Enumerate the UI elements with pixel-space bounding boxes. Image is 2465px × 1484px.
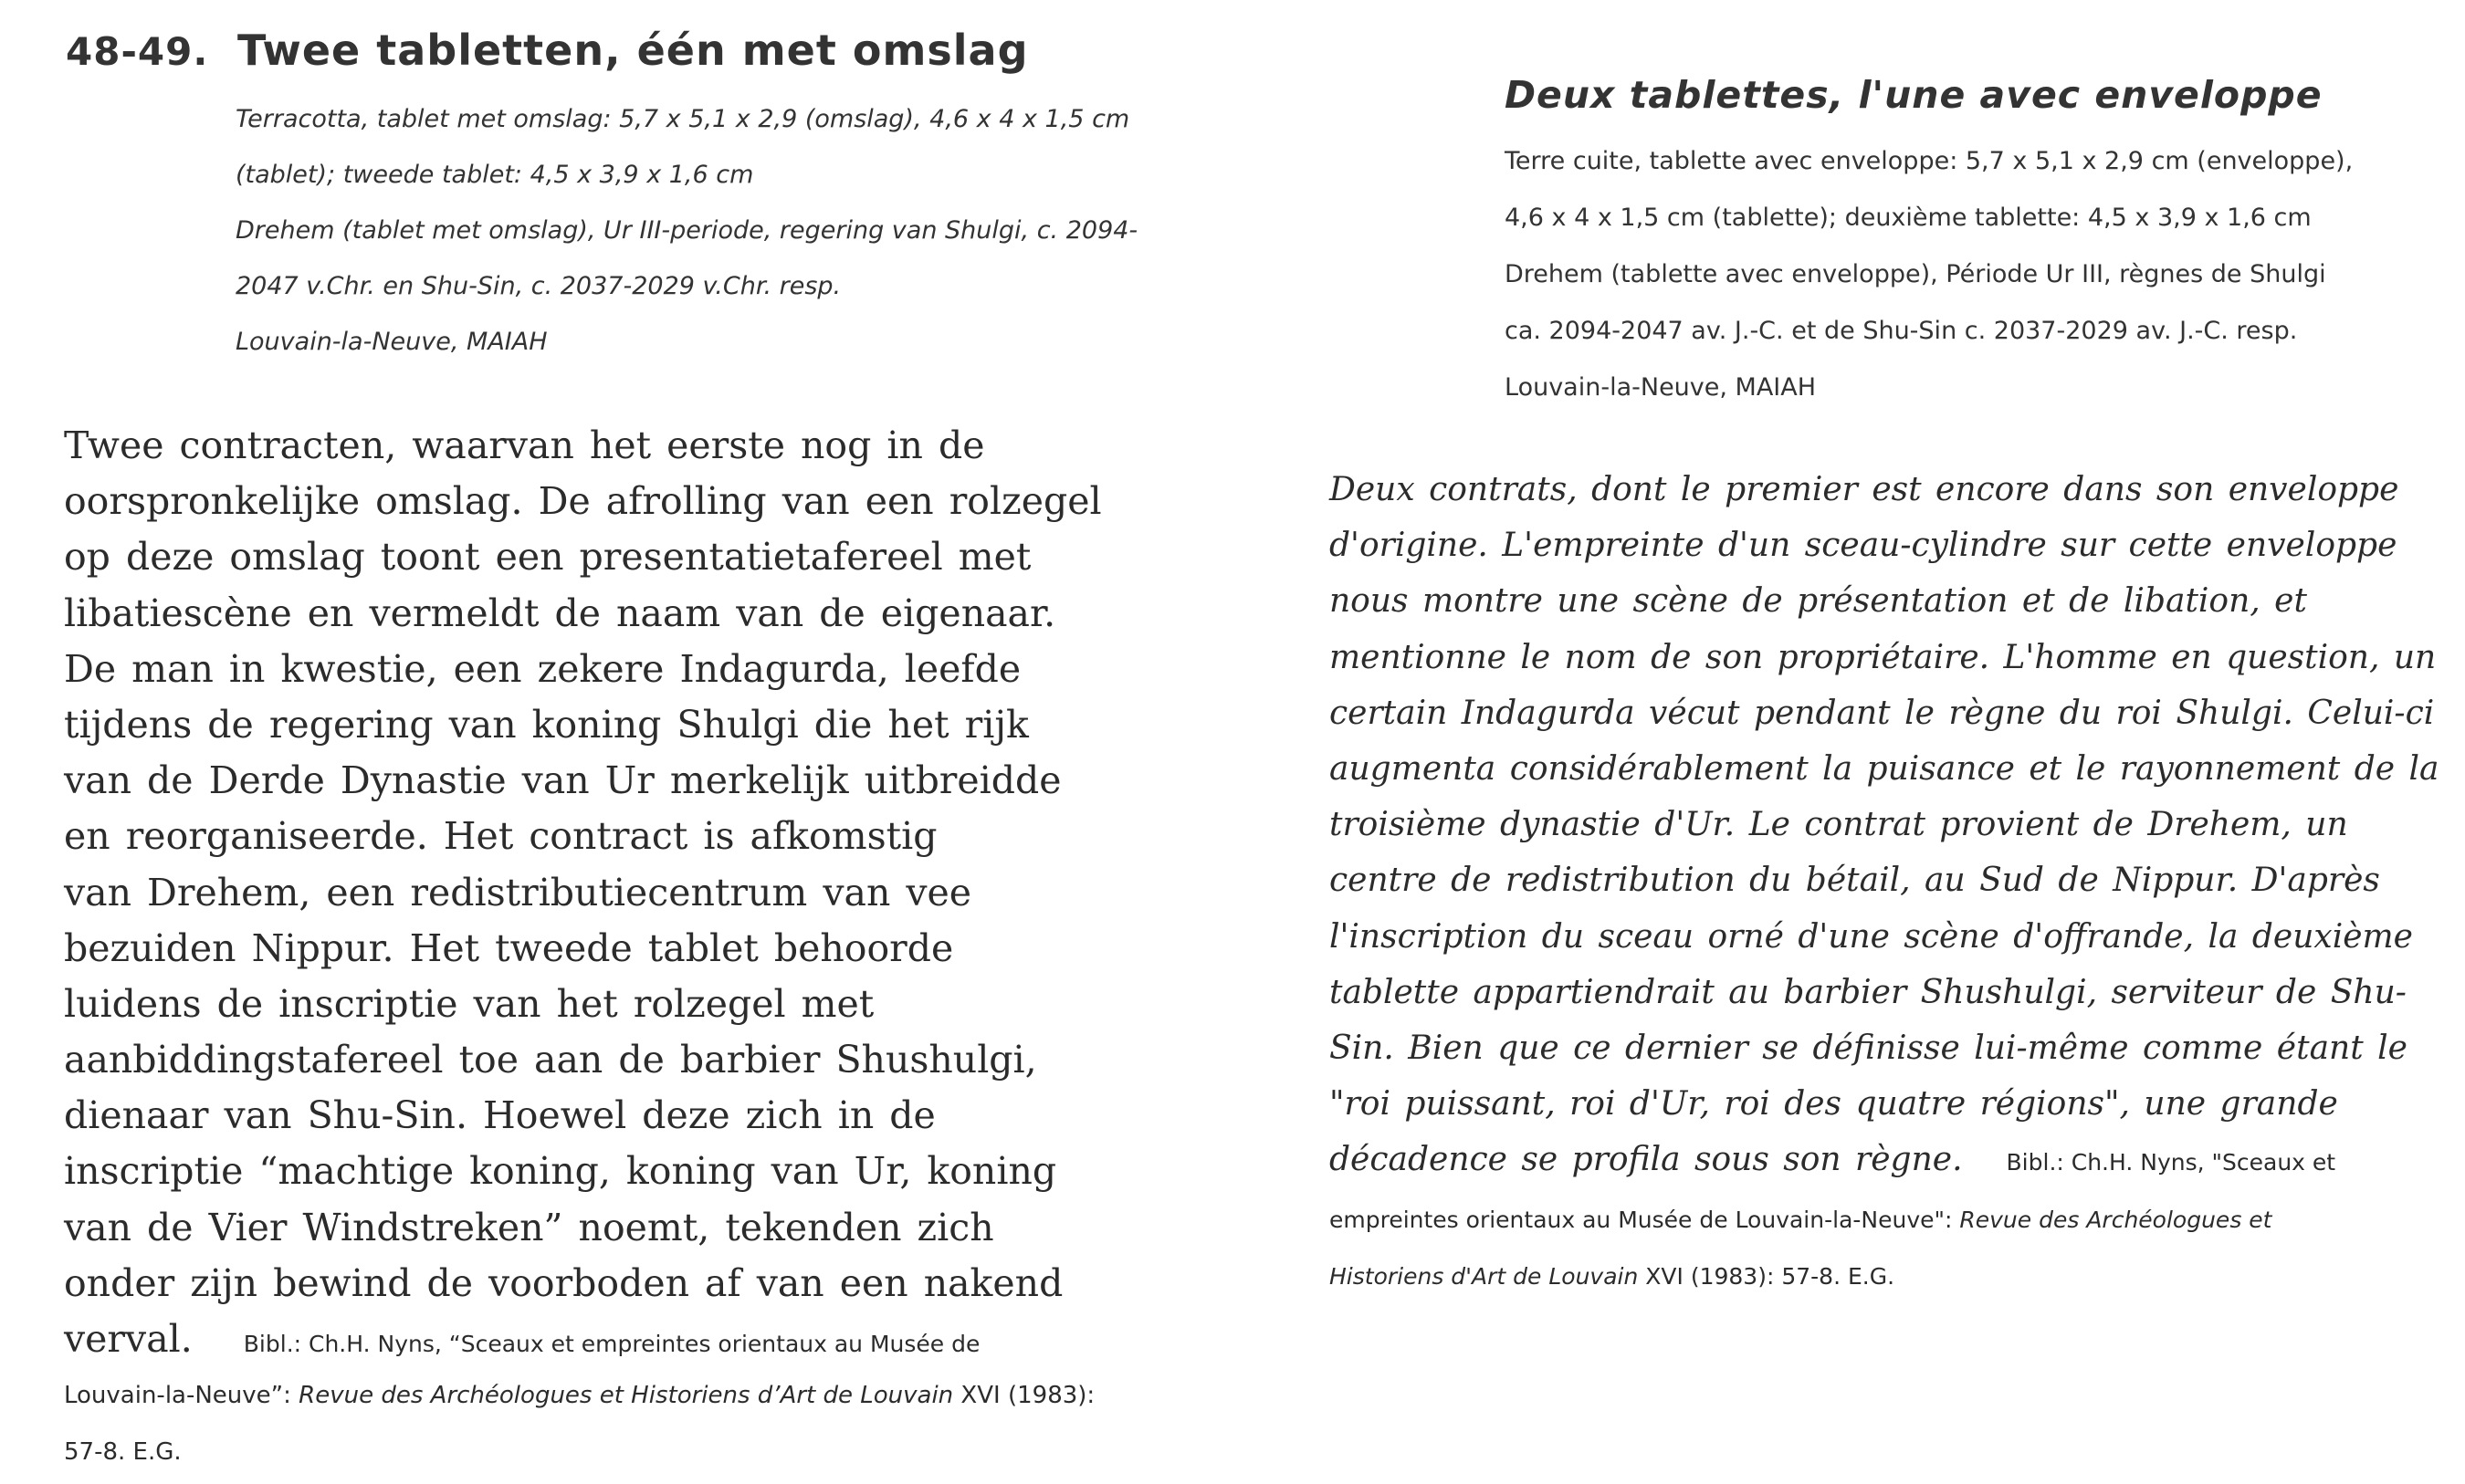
caption-line: (tablet); tweede tablet: 4,5 x 3,9 x 1,6 cm <box>236 161 754 189</box>
dutch-body <box>64 418 1102 1367</box>
french-body <box>1329 462 2439 1187</box>
bibliography-line <box>1329 1249 2271 1305</box>
body-line: dienaar van Shu-Sin. Hoewel deze zich in de <box>64 1093 936 1138</box>
french-bibliography <box>1329 1192 2271 1305</box>
body-line: bezuiden Nippur. Het tweede tablet behoorde <box>64 925 954 970</box>
body-line: en reorganiseerde. Het contract is afkomstig <box>64 814 938 859</box>
caption-line: Terre cuite, tablette avec enveloppe: 5,7 x 5,1 x 2,9 cm (enveloppe), <box>1505 147 2354 175</box>
body-line: augmenta considérablement la puisance et le rayonnement de la <box>1329 749 2439 788</box>
bibliography-line <box>1329 1192 2271 1249</box>
body-line-last <box>1329 1132 2439 1187</box>
caption-line: Drehem (tablette avec enveloppe), Période Ur III, règnes de Shulgi <box>1505 260 2326 288</box>
caption-line: Louvain-la-Neuve, MAIAH <box>236 328 548 356</box>
body-line: tijdens de regering van koning Shulgi die het rijk <box>64 702 1029 747</box>
dutch-title: Twee tabletten, één met omslag <box>237 26 1029 75</box>
bibliography-line: Bibl.: Ch.H. Nyns, “Sceaux et empreintes orientaux au Musée de <box>243 1331 981 1357</box>
body-line: troisième dynastie d'Ur. Le contrat provient de Drehem, un <box>1329 806 2348 844</box>
bibliography-text: Louvain-la-Neuve”: <box>64 1382 299 1409</box>
entry-heading <box>66 26 1029 89</box>
bibliography-line <box>64 1367 1095 1424</box>
body-line: van de Derde Dynastie van Ur merkelijk uitbreidde <box>64 758 1062 803</box>
bibliography-text: empreintes orientaux au Musée de Louvain-la-Neuve": <box>1329 1207 1960 1233</box>
caption-line: ca. 2094-2047 av. J.-C. et de Shu-Sin c. 2037-2029 av. J.-C. resp. <box>1505 317 2298 345</box>
bibliography-line: 57-8. E.G. <box>64 1438 182 1466</box>
body-line: oorspronkelijke omslag. De afrolling van een rolzegel <box>64 479 1102 524</box>
body-line: libatiescène en vermeldt de naam van de eigenaar. <box>64 590 1056 635</box>
body-line: inscriptie “machtige koning, koning van Ur, koning <box>64 1149 1057 1194</box>
body-last-sentence: décadence se profila sous son règne. <box>1329 1141 1963 1179</box>
body-line: onder zijn bewind de voorboden af van een nakend <box>64 1260 1064 1305</box>
journal-title: Revue des Archéologues et <box>1959 1207 2272 1233</box>
entry-number: 48-49. <box>66 29 209 74</box>
body-line: "roi puissant, roi d'Ur, roi des quatre régions", une grande <box>1329 1085 2338 1123</box>
french-title: Deux tablettes, l'une avec enveloppe <box>1505 73 2323 117</box>
body-line: tablette appartiendrait au barbier Shushulgi, serviteur de Shu- <box>1329 973 2407 1011</box>
body-line: op deze omslag toont een presentatietafereel met <box>64 535 1032 580</box>
body-line: d'origine. L'empreinte d'un sceau-cylindre sur cette enveloppe <box>1329 527 2397 565</box>
body-line: certain Indagurda vécut pendant le règne du roi Shulgi. Celui-ci <box>1329 694 2435 732</box>
body-line: mentionne le nom de son propriétaire. L'homme en question, un <box>1329 638 2437 676</box>
body-line: De man in kwestie, een zekere Indagurda, leefde <box>64 646 1022 691</box>
caption-line: Terracotta, tablet met omslag: 5,7 x 5,1 x 2,9 (omslag), 4,6 x 4 x 1,5 cm <box>236 105 1130 133</box>
body-line: nous montre une scène de présentation et de libation, et <box>1329 582 2307 621</box>
caption-line: 4,6 x 4 x 1,5 cm (tablette); deuxième tablette: 4,5 x 3,9 x 1,6 cm <box>1505 204 2312 232</box>
body-line: van Drehem, een redistributiecentrum van vee <box>64 870 972 914</box>
body-line: van de Vier Windstreken” noemt, tekenden zich <box>64 1205 994 1249</box>
body-line-last <box>64 1312 1102 1367</box>
bibliography-text: XVI (1983): 57-8. E.G. <box>1638 1263 1895 1290</box>
bibliography-text: XVI (1983): <box>953 1382 1096 1409</box>
bibliography-line: Bibl.: Ch.H. Nyns, "Sceaux et <box>2006 1149 2336 1176</box>
body-line: Deux contrats, dont le premier est encore dans son enveloppe <box>1329 471 2399 508</box>
body-line: aanbiddingstafereel toe aan de barbier Shushulgi, <box>64 1038 1037 1082</box>
body-last-word: verval. <box>64 1317 193 1361</box>
caption-line: 2047 v.Chr. en Shu-Sin, c. 2037-2029 v.Chr. resp. <box>236 272 842 300</box>
journal-title: Revue des Archéologues et Historiens d’Art de Louvain <box>299 1382 954 1409</box>
dutch-caption <box>236 91 1138 370</box>
caption-line: Drehem (tablet met omslag), Ur III-periode, regering van Shulgi, c. 2094- <box>236 216 1138 245</box>
dutch-bibliography <box>64 1367 1095 1480</box>
body-line: luidens de inscriptie van het rolzegel met <box>64 981 875 1026</box>
body-line: l'inscription du sceau orné d'une scène d'offrande, la deuxième <box>1329 917 2413 956</box>
body-line: Twee contracten, waarvan het eerste nog in de <box>64 423 985 467</box>
journal-title: Historiens d'Art de Louvain <box>1329 1263 1639 1290</box>
caption-line: Louvain-la-Neuve, MAIAH <box>1505 373 1817 402</box>
body-line: Sin. Bien que ce dernier se définisse lui-même comme étant le <box>1329 1029 2407 1067</box>
body-line: centre de redistribution du bétail, au Sud de Nippur. D'après <box>1329 862 2380 900</box>
french-caption <box>1505 133 2353 416</box>
